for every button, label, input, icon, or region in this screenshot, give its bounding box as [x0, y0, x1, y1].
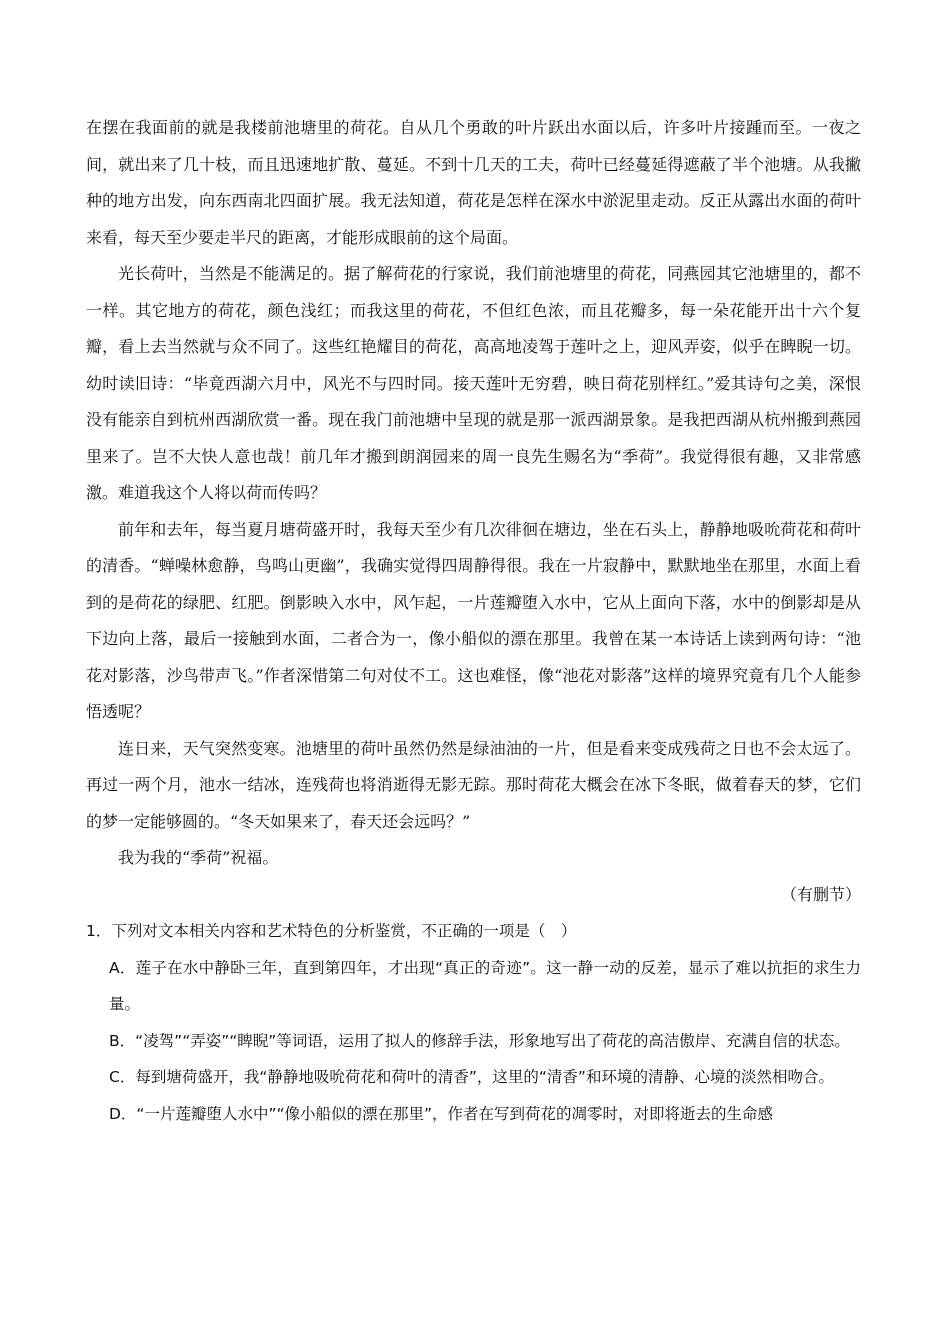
passage-paragraph-4: 连日来，天气突然变寒。池塘里的荷叶虽然仍然是绿油油的一片，但是看来变成残荷之日也不会太远了。再过一两个月，池水一结冰，连残荷也将消逝得无影无踪。那时荷花大概会在冰下冬眠，做着春天的梦，它们的梦一定能够圆的。“冬天如果来了，春天还会远吗？”: [86, 738, 861, 831]
question-stem: 1．下列对文本相关内容和艺术特色的分析鉴赏，不正确的一项是（ ）: [86, 922, 577, 940]
passage-paragraph-5: 我为我的“季荷”祝福。: [118, 848, 279, 867]
option-d: D．“一片莲瓣堕人水中”“像小船似的漂在那里”，作者在写到荷花的凋零时，对即将逝去的生命感: [109, 1104, 774, 1123]
option-b: B．“凌驾”“弄姿”“睥睨”等词语，运用了拟人的修辞手法，形象地写出了荷花的高洁傲岸、充满自信的状态。: [109, 1031, 850, 1050]
passage-paragraph-1: 在摆在我面前的就是我楼前池塘里的荷花。自从几个勇敢的叶片跃出水面以后，许多叶片接踵而至。一夜之间，就出来了几十枝，而且迅速地扩散、蔓延。不到十几天的工夫，荷叶已经蔓延得遮蔽了半个池塘。从我撇种的地方出发，向东西南北四面扩展。我无法知道，荷花是怎样在深水中淤泥里走动。反正从露出水面的荷叶来看，每天至少要走半尺的距离，才能形成眼前的这个局面。: [86, 118, 861, 247]
document-page: [86, 110, 861, 1132]
option-a: A．莲子在水中静卧三年，直到第四年，才出现“真正的奇迹”。这一静一动的反差，显示了难以抗拒的求生力量。: [109, 958, 861, 1013]
source-note: （有删节）: [780, 884, 861, 904]
passage-paragraph-3: 前年和去年，每当夏月塘荷盛开时，我每天至少有几次徘徊在塘边，坐在石头上，静静地吸吮荷花和荷叶的清香。“蝉噪林愈静，鸟鸣山更幽”，我确实觉得四周静得很。我在一片寂静中，默默地坐在那里，水面上看到的是荷花的绿肥、红肥。倒影映入水中，风乍起，一片莲瓣堕入水中，它从上面向下落，水中的倒影却是从下边向上落，最后一接触到水面，二者合为一，像小船似的漂在那里。我曾在某一本诗话上读到两句诗：“池花对影落，沙鸟带声飞。”作者深惜第二句对仗不工。这也难怪，像“池花对影落”这样的境界究竟有几个人能参悟透呢？: [86, 519, 861, 721]
option-c: C．每到塘荷盛开，我“静静地吸吮荷花和荷叶的清香”，这里的“清香”和环境的清静、心境的淡然相吻合。: [109, 1068, 834, 1086]
passage-paragraph-2: 光长荷叶，当然是不能满足的。据了解荷花的行家说，我们前池塘里的荷花，同燕园其它池塘里的，都不一样。其它地方的荷花，颜色浅红；而我这里的荷花，不但红色浓，而且花瓣多，每一朵花能开出十六个复瓣，看上去当然就与众不同了。这些红艳耀目的荷花，高高地凌驾于莲叶之上，迎风弄姿，似乎在睥睨一切。幼时读旧诗：“毕竟西湖六月中，风光不与四时同。接天莲叶无穷碧，映日荷花别样红。”爱其诗句之美，深恨没有能亲自到杭州西湖欣赏一番。现在我门前池塘中呈现的就是那一派西湖景象。是我把西湖从杭州搬到燕园里来了。岂不大快人意也哉！前几年才搬到朗润园来的周一良先生赐名为“季荷”。我觉得很有趣，又非常感激。难道我这个人将以荷而传吗？: [86, 264, 861, 502]
